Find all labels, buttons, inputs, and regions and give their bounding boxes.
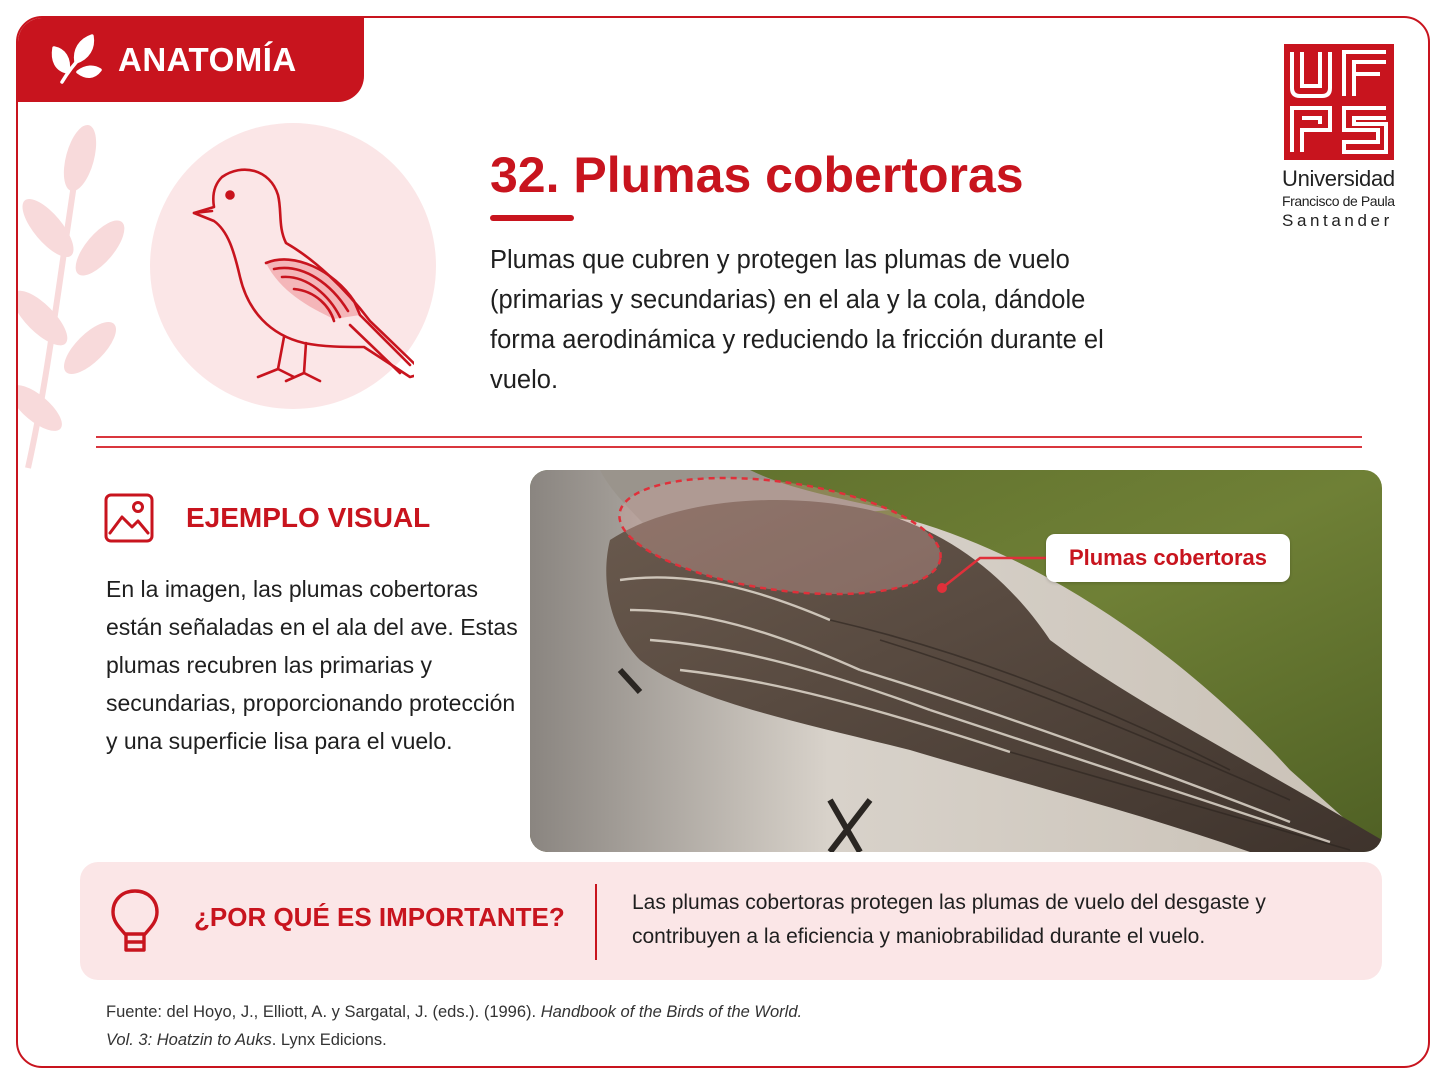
divider-top <box>96 436 1362 438</box>
university-logo <box>1282 44 1406 231</box>
image-icon <box>104 493 154 543</box>
lightbulb-icon <box>110 888 160 954</box>
importance-box <box>80 862 1382 980</box>
leaf-icon <box>48 32 104 88</box>
logo-line-2: Francisco de Paula <box>1282 193 1395 209</box>
infographic-card <box>16 16 1430 1068</box>
source-suffix: . Lynx Edicions. <box>271 1031 387 1049</box>
decorative-branch-icon <box>18 118 128 478</box>
bird-wing-photo <box>530 470 1382 852</box>
source-citation <box>106 998 1006 1054</box>
example-title: EJEMPLO VISUAL <box>186 502 431 533</box>
definition-text: Plumas que cubren y protegen las plumas de vuelo (primarias y secundarias) en el ala y la cola, dándole forma aerodinámica y reduciendo la fricción durante el vuelo. <box>490 246 1104 394</box>
page-title: 32. Plumas cobertoras <box>490 147 1024 203</box>
importance-title: ¿POR QUÉ ES IMPORTANTE? <box>194 902 565 932</box>
importance-text: Las plumas cobertoras protegen las plumas de vuelo del desgaste y contribuyen a la eficiencia y maniobrabilidad durante el vuelo. <box>632 891 1266 948</box>
callout-label <box>1046 534 1290 582</box>
title-underline <box>490 215 574 221</box>
source-prefix: Fuente: del Hoyo, J., Elliott, A. y Sargatal, J. (eds.). (1996). <box>106 1003 541 1021</box>
example-text: En la imagen, las plumas cobertoras están señaladas en el ala del ave. Estas plumas recubren las primarias y secundarias, proporcionando protección y una superficie lisa para el vuelo. <box>106 576 518 754</box>
bird-illustration <box>150 123 436 409</box>
logo-line-3: Santander <box>1282 211 1393 230</box>
divider-bottom <box>96 446 1362 448</box>
source-book: Handbook of the Birds of the World. <box>540 1003 803 1021</box>
category-tag <box>18 18 364 102</box>
bird-outline-icon <box>174 151 414 391</box>
importance-divider <box>595 884 597 960</box>
bird-photo <box>530 470 1382 852</box>
ufps-logo-icon <box>1284 44 1394 160</box>
callout-text: Plumas cobertoras <box>1068 545 1268 570</box>
source-volume: Vol. 3: Hoatzin to Auks <box>106 1031 272 1049</box>
category-label: ANATOMÍA <box>118 41 297 78</box>
logo-line-1: Universidad <box>1282 166 1395 191</box>
